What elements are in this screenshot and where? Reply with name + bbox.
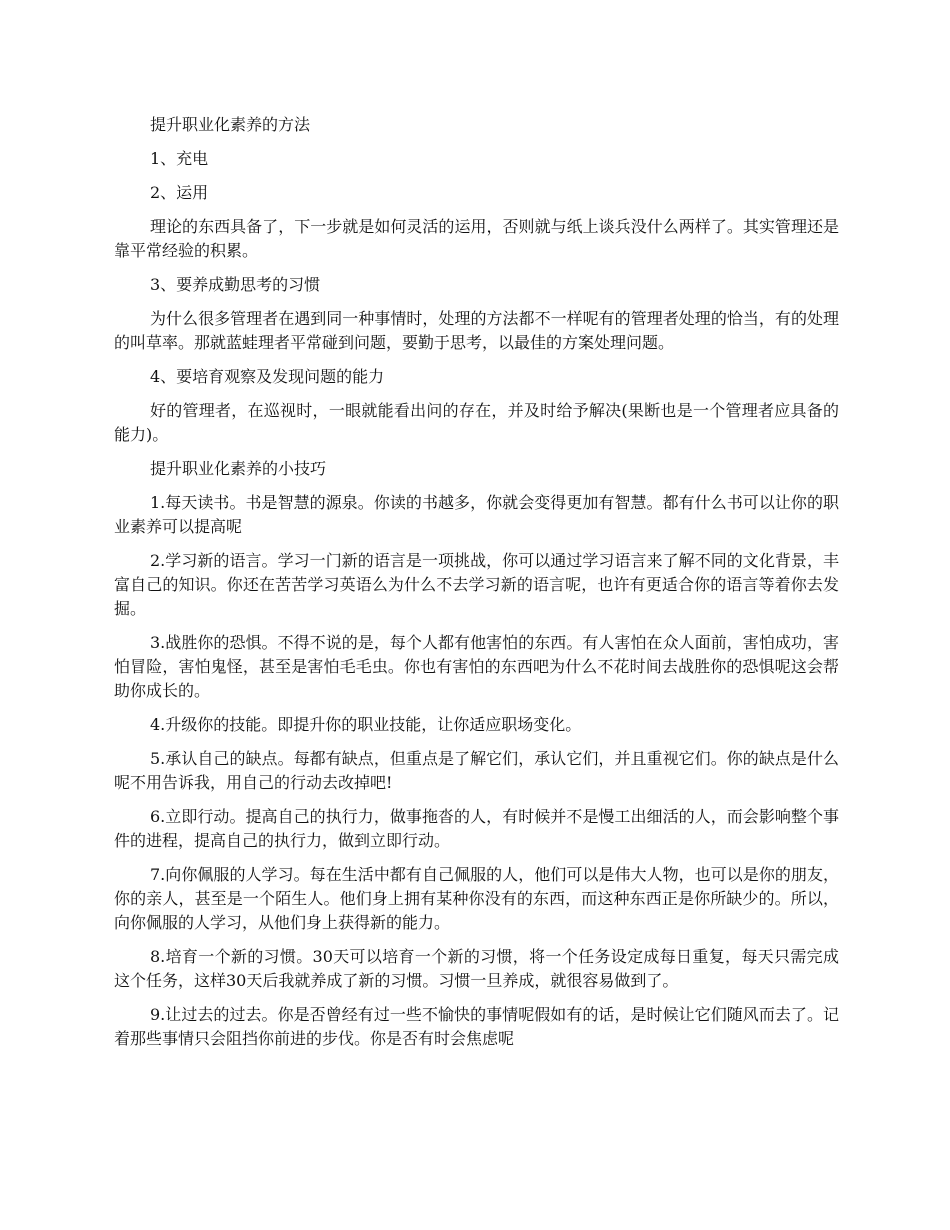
tip-item: 7.向你佩服的人学习。每在生活中都有自己佩服的人，他们可以是伟大人物，也可以是你的朋友，你的亲人，甚至是一个陌生人。他们身上拥有某种你没有的东西，而这种东西正是你所缺少的。所以，向你佩服的人学习，从他们身上获得新的能力。 — [114, 865, 839, 932]
tip-item: 5.承认自己的缺点。每都有缺点，但重点是了解它们，承认它们，并且重视它们。你的缺点是什么呢不用告诉我，用自己的行动去改掉吧! — [114, 749, 839, 792]
list-item-charge: 1、充电 — [150, 149, 209, 168]
tip-item: 8.培育一个新的习惯。30天可以培育一个新的习惯，将一个任务设定成每日重复，每天只需完成这个任务，这样30天后我就养成了新的习惯。习惯一旦养成，就很容易做到了。 — [114, 947, 839, 990]
section-heading-methods: 提升职业化素养的方法 — [150, 115, 311, 134]
list-item-thinking-habit: 3、要养成勤思考的习惯 — [150, 275, 321, 294]
body-paragraph: 理论的东西具备了，下一步就是如何灵活的运用，否则就与纸上谈兵没什么两样了。其实管理还是靠平常经验的积累。 — [114, 217, 839, 260]
list-item-apply: 2、运用 — [150, 183, 209, 202]
section-heading-tips: 提升职业化素养的小技巧 — [150, 459, 327, 478]
body-paragraph: 好的管理者，在巡视时，一眼就能看出问的存在，并及时给予解决(果断也是一个管理者应具备的能力)。 — [114, 401, 839, 444]
tip-item: 4.升级你的技能。即提升你的职业技能，让你适应职场变化。 — [150, 715, 582, 734]
tip-item: 3.战胜你的恐惧。不得不说的是，每个人都有他害怕的东西。有人害怕在众人面前，害怕成功，害怕冒险，害怕鬼怪，甚至是害怕毛毛虫。你也有害怕的东西吧为什么不花时间去战胜你的恐惧呢这会帮助你成长的。 — [114, 633, 839, 700]
tip-item: 2.学习新的语言。学习一门新的语言是一项挑战，你可以通过学习语言来了解不同的文化背景，丰富自己的知识。你还在苦苦学习英语么为什么不去学习新的语言呢，也许有更适合你的语言等着你去发掘。 — [114, 551, 839, 618]
body-paragraph: 为什么很多管理者在遇到同一种事情时，处理的方法都不一样呢有的管理者处理的恰当，有的处理的叫草率。那就蓝蛙理者平常碰到问题，要勤于思考，以最佳的方案处理问题。 — [114, 309, 839, 352]
list-item-observation: 4、要培育观察及发现问题的能力 — [150, 367, 385, 386]
tip-item: 1.每天读书。书是智慧的源泉。你读的书越多，你就会变得更加有智慧。都有什么书可以让你的职业素养可以提高呢 — [114, 493, 839, 536]
tip-item: 9.让过去的过去。你是否曾经有过一些不愉快的事情呢假如有的话，是时候让它们随风而去了。记着那些事情只会阻挡你前进的步伐。你是否有时会焦虑呢 — [114, 1005, 839, 1048]
tip-item: 6.立即行动。提高自己的执行力，做事拖沓的人，有时候并不是慢工出细活的人，而会影响整个事件的进程，提高自己的执行力，做到立即行动。 — [114, 807, 839, 850]
document-page — [114, 113, 839, 1061]
